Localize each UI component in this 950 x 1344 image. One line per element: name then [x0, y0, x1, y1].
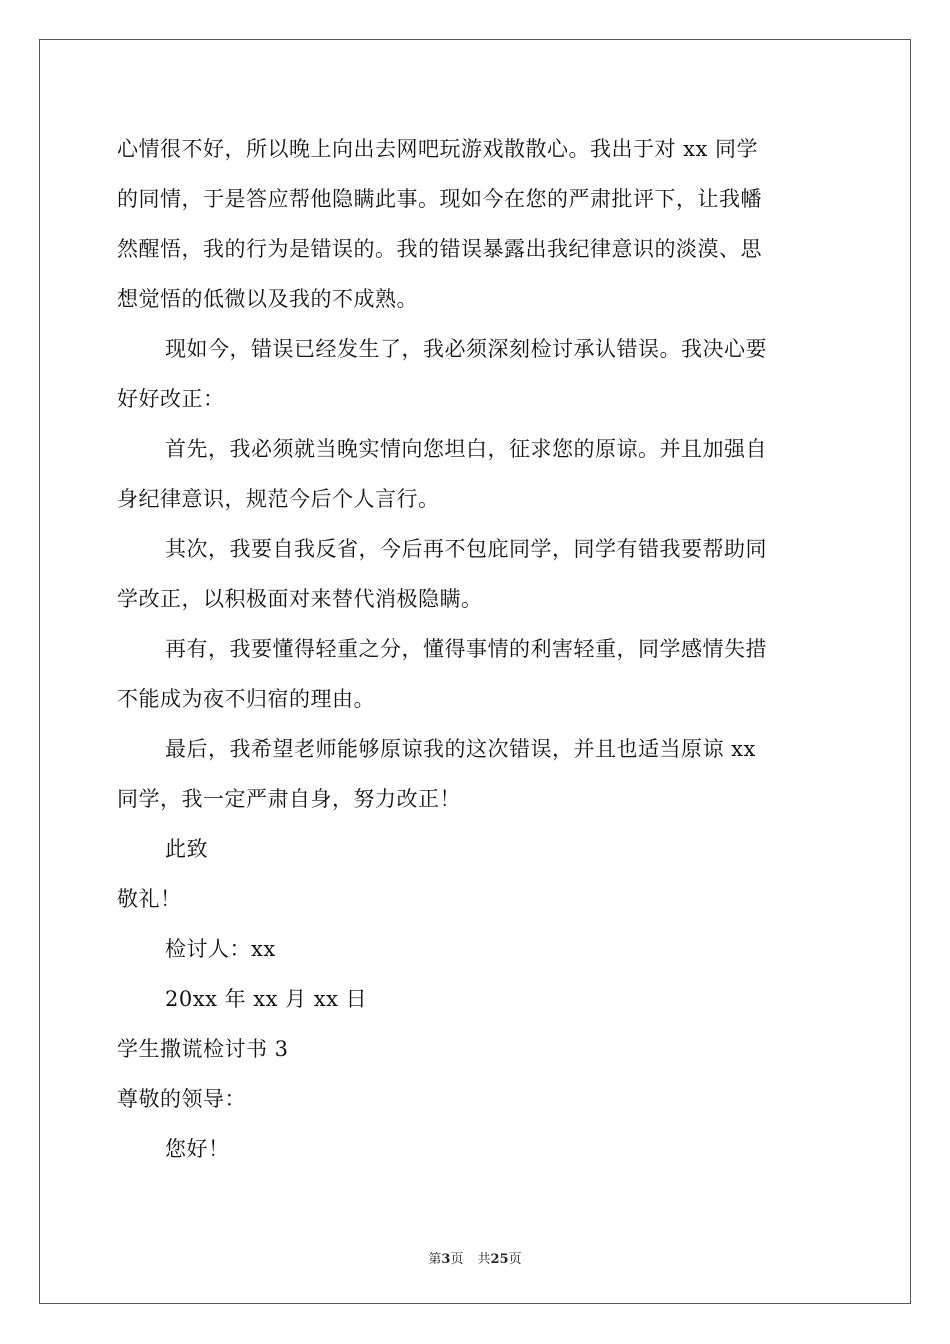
body-line-3: 然醒悟，我的行为是错误的。我的错误暴露出我纪律意识的淡漠、思 [117, 237, 762, 261]
page-suffix: 页 [450, 1252, 464, 1267]
section-title: 学生撒谎检讨书 3 [117, 1037, 289, 1061]
page-current: 3 [441, 1252, 451, 1267]
body-line-12: 不能成为夜不归宿的理由。 [117, 687, 375, 711]
page-prefix: 第 [428, 1252, 442, 1267]
letter-greeting: 您好！ [165, 1137, 230, 1161]
body-line-4: 想觉悟的低微以及我的不成熟。 [117, 287, 418, 311]
body-line-13: 最后，我希望老师能够原谅我的这次错误，并且也适当原谅 xx [165, 737, 756, 761]
body-line-11: 再有，我要懂得轻重之分，懂得事情的利害轻重，同学感情失措 [165, 637, 767, 661]
body-line-2: 的同情，于是答应帮他隐瞒此事。现如今在您的严肃批评下，让我幡 [117, 187, 762, 211]
page-total: 25 [490, 1252, 509, 1267]
total-prefix: 共 [477, 1252, 491, 1267]
document-body [117, 124, 835, 1174]
body-line-10: 学改正，以积极面对来替代消极隐瞒。 [117, 587, 483, 611]
body-line-5: 现如今，错误已经发生了，我必须深刻检讨承认错误。我决心要 [165, 337, 767, 361]
body-line-7: 首先，我必须就当晚实情向您坦白，征求您的原谅。并且加强自 [165, 437, 767, 461]
body-line-9: 其次，我要自我反省，今后再不包庇同学，同学有错我要帮助同 [165, 537, 767, 561]
body-line-14: 同学，我一定严肃自身，努力改正！ [117, 787, 461, 811]
signature-author: 检讨人：xx [165, 937, 276, 961]
body-line-6: 好好改正： [117, 387, 225, 411]
page-footer [0, 1248, 950, 1267]
signature-date: 20xx 年 xx 月 xx 日 [165, 987, 368, 1011]
closing-salutation: 此致 [165, 837, 208, 861]
body-line-1: 心情很不好，所以晚上向出去网吧玩游戏散散心。我出于对 xx 同学 [117, 137, 759, 161]
letter-recipient: 尊敬的领导： [117, 1087, 246, 1111]
body-line-8: 身纪律意识，规范今后个人言行。 [117, 487, 440, 511]
total-suffix: 页 [508, 1252, 522, 1267]
closing-regards: 敬礼！ [117, 887, 182, 911]
